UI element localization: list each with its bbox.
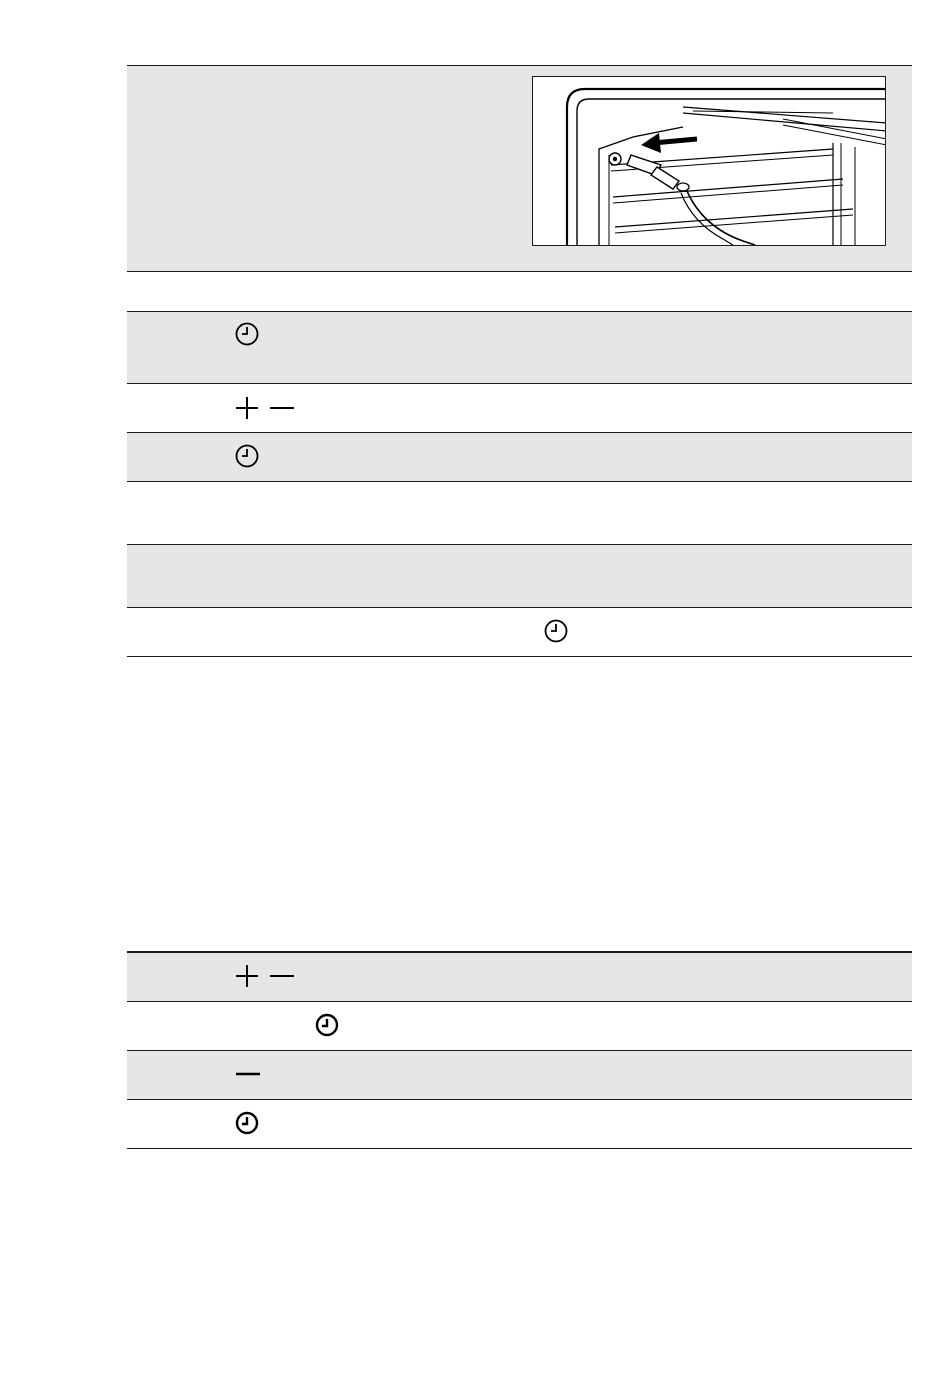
clock-icon (314, 1012, 340, 1038)
clock-icon (234, 1110, 260, 1136)
instruction-table-top (127, 65, 912, 657)
minus-icon (268, 395, 296, 421)
clock-icon (543, 618, 569, 644)
table-row (127, 384, 912, 433)
minus-icon (268, 963, 296, 989)
table-row (127, 482, 912, 545)
table-row (127, 1051, 912, 1100)
clock-icon (234, 321, 260, 347)
table-row (127, 608, 912, 657)
table-row (127, 272, 912, 312)
table-row (127, 312, 912, 384)
oven-probe-illustration (532, 76, 886, 246)
table-row (127, 953, 912, 1002)
table-row (127, 545, 912, 608)
table-row-illustration (127, 66, 912, 272)
table-row (127, 1100, 912, 1149)
instruction-table-bottom (127, 951, 912, 1149)
clock-icon (234, 443, 260, 469)
minus-icon (234, 1061, 262, 1087)
table-row (127, 433, 912, 482)
plus-icon (234, 395, 260, 421)
table-row (127, 1002, 912, 1051)
plus-icon (234, 963, 260, 989)
